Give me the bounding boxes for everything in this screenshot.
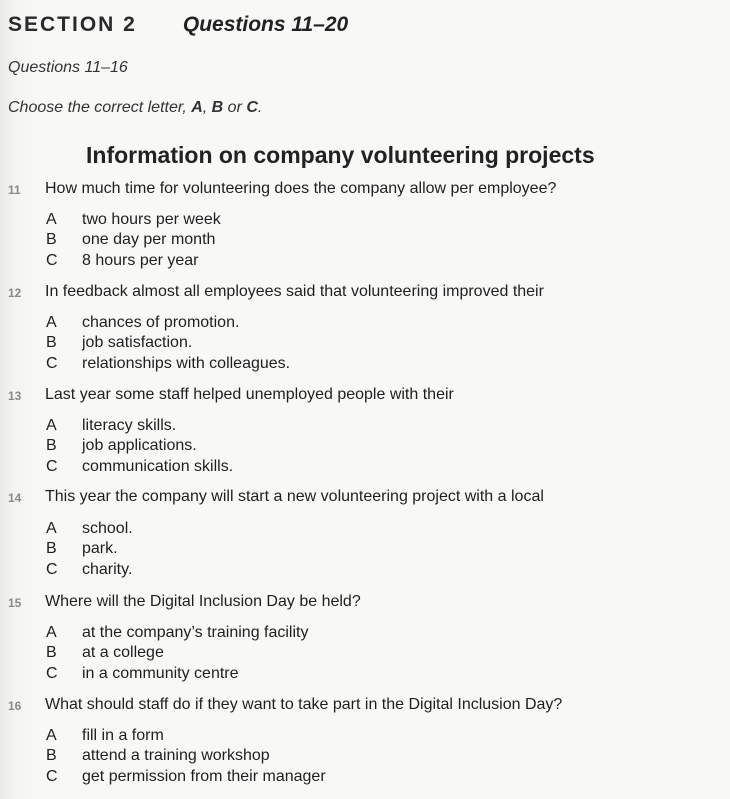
- option-letter: C: [46, 458, 58, 475]
- option-letter: A: [46, 211, 57, 228]
- option-a: [46, 520, 133, 538]
- question-number: 12: [8, 286, 22, 300]
- option-a: [46, 417, 176, 435]
- question-text: Where will the Digital Inclusion Day be held?: [45, 593, 361, 610]
- option-text: park.: [82, 540, 118, 557]
- option-b: [46, 334, 192, 352]
- instruction-sep1: ,: [202, 99, 212, 116]
- question-text: This year the company will start a new volunteering project with a local: [45, 488, 544, 505]
- instruction-letter-c: C: [246, 99, 258, 116]
- option-c: [46, 355, 290, 373]
- option-text: charity.: [82, 561, 133, 578]
- question-text: Last year some staff helped unemployed people with their: [45, 386, 454, 403]
- option-text: job satisfaction.: [82, 334, 193, 351]
- subsection-label: Questions 11–16: [8, 59, 128, 76]
- option-letter: A: [46, 727, 57, 744]
- option-letter: B: [46, 334, 57, 351]
- option-letter: A: [46, 624, 57, 641]
- instruction-sep2: or: [223, 99, 247, 116]
- question-number: 14: [8, 491, 22, 505]
- instruction: [8, 99, 262, 117]
- page-title: Information on company volunteering projects: [86, 142, 595, 168]
- option-letter: A: [46, 520, 57, 537]
- option-c: [46, 252, 199, 270]
- option-letter: C: [46, 252, 58, 269]
- option-letter: B: [46, 437, 57, 454]
- section-range: Questions 11–20: [182, 13, 349, 36]
- option-text: literacy skills.: [82, 417, 177, 434]
- option-letter: C: [46, 355, 58, 372]
- option-text: 8 hours per year: [82, 252, 199, 269]
- option-b: [46, 231, 215, 249]
- section-title: SECTION 2: [8, 13, 137, 36]
- option-a: [46, 211, 221, 229]
- option-b: [46, 644, 164, 662]
- option-text: fill in a form: [82, 727, 164, 744]
- question-text: How much time for volunteering does the company allow per employee?: [45, 180, 557, 197]
- question-number: 16: [8, 699, 22, 713]
- option-letter: A: [46, 417, 57, 434]
- option-letter: B: [46, 644, 57, 661]
- option-text: get permission from their manager: [82, 768, 326, 785]
- option-letter: C: [46, 768, 58, 785]
- option-letter: B: [46, 747, 57, 764]
- option-letter: A: [46, 314, 57, 331]
- option-text: two hours per week: [82, 211, 221, 228]
- option-text: school.: [82, 520, 133, 537]
- option-letter: B: [46, 540, 57, 557]
- option-c: [46, 768, 326, 786]
- option-text: at a college: [82, 644, 164, 661]
- option-c: [46, 458, 233, 476]
- instruction-letter-b: B: [211, 99, 224, 116]
- option-c: [46, 561, 132, 579]
- option-a: [46, 314, 239, 332]
- question-number: 13: [8, 389, 22, 403]
- option-text: at the company’s training facility: [82, 624, 309, 641]
- option-letter: B: [46, 231, 57, 248]
- option-letter: C: [46, 561, 58, 578]
- option-letter: C: [46, 665, 58, 682]
- option-text: relationships with colleagues.: [82, 355, 291, 372]
- option-text: job applications.: [82, 437, 197, 454]
- instruction-letter-a: A: [191, 99, 203, 116]
- option-c: [46, 665, 239, 683]
- option-text: attend a training workshop: [82, 747, 270, 764]
- option-b: [46, 747, 270, 765]
- question-text: What should staff do if they want to take part in the Digital Inclusion Day?: [45, 696, 563, 713]
- option-text: communication skills.: [82, 458, 234, 475]
- instruction-prefix: Choose the correct letter,: [8, 99, 192, 116]
- question-number: 15: [8, 596, 22, 610]
- option-text: one day per month: [82, 231, 216, 248]
- option-a: [46, 624, 308, 642]
- option-b: [46, 540, 118, 558]
- section-header: [8, 13, 348, 37]
- question-number: 11: [8, 183, 21, 197]
- option-a: [46, 727, 164, 745]
- option-text: chances of promotion.: [82, 314, 240, 331]
- option-b: [46, 437, 197, 455]
- instruction-end: .: [257, 99, 263, 116]
- question-text: In feedback almost all employees said that volunteering improved their: [45, 283, 544, 300]
- option-text: in a community centre: [82, 665, 239, 682]
